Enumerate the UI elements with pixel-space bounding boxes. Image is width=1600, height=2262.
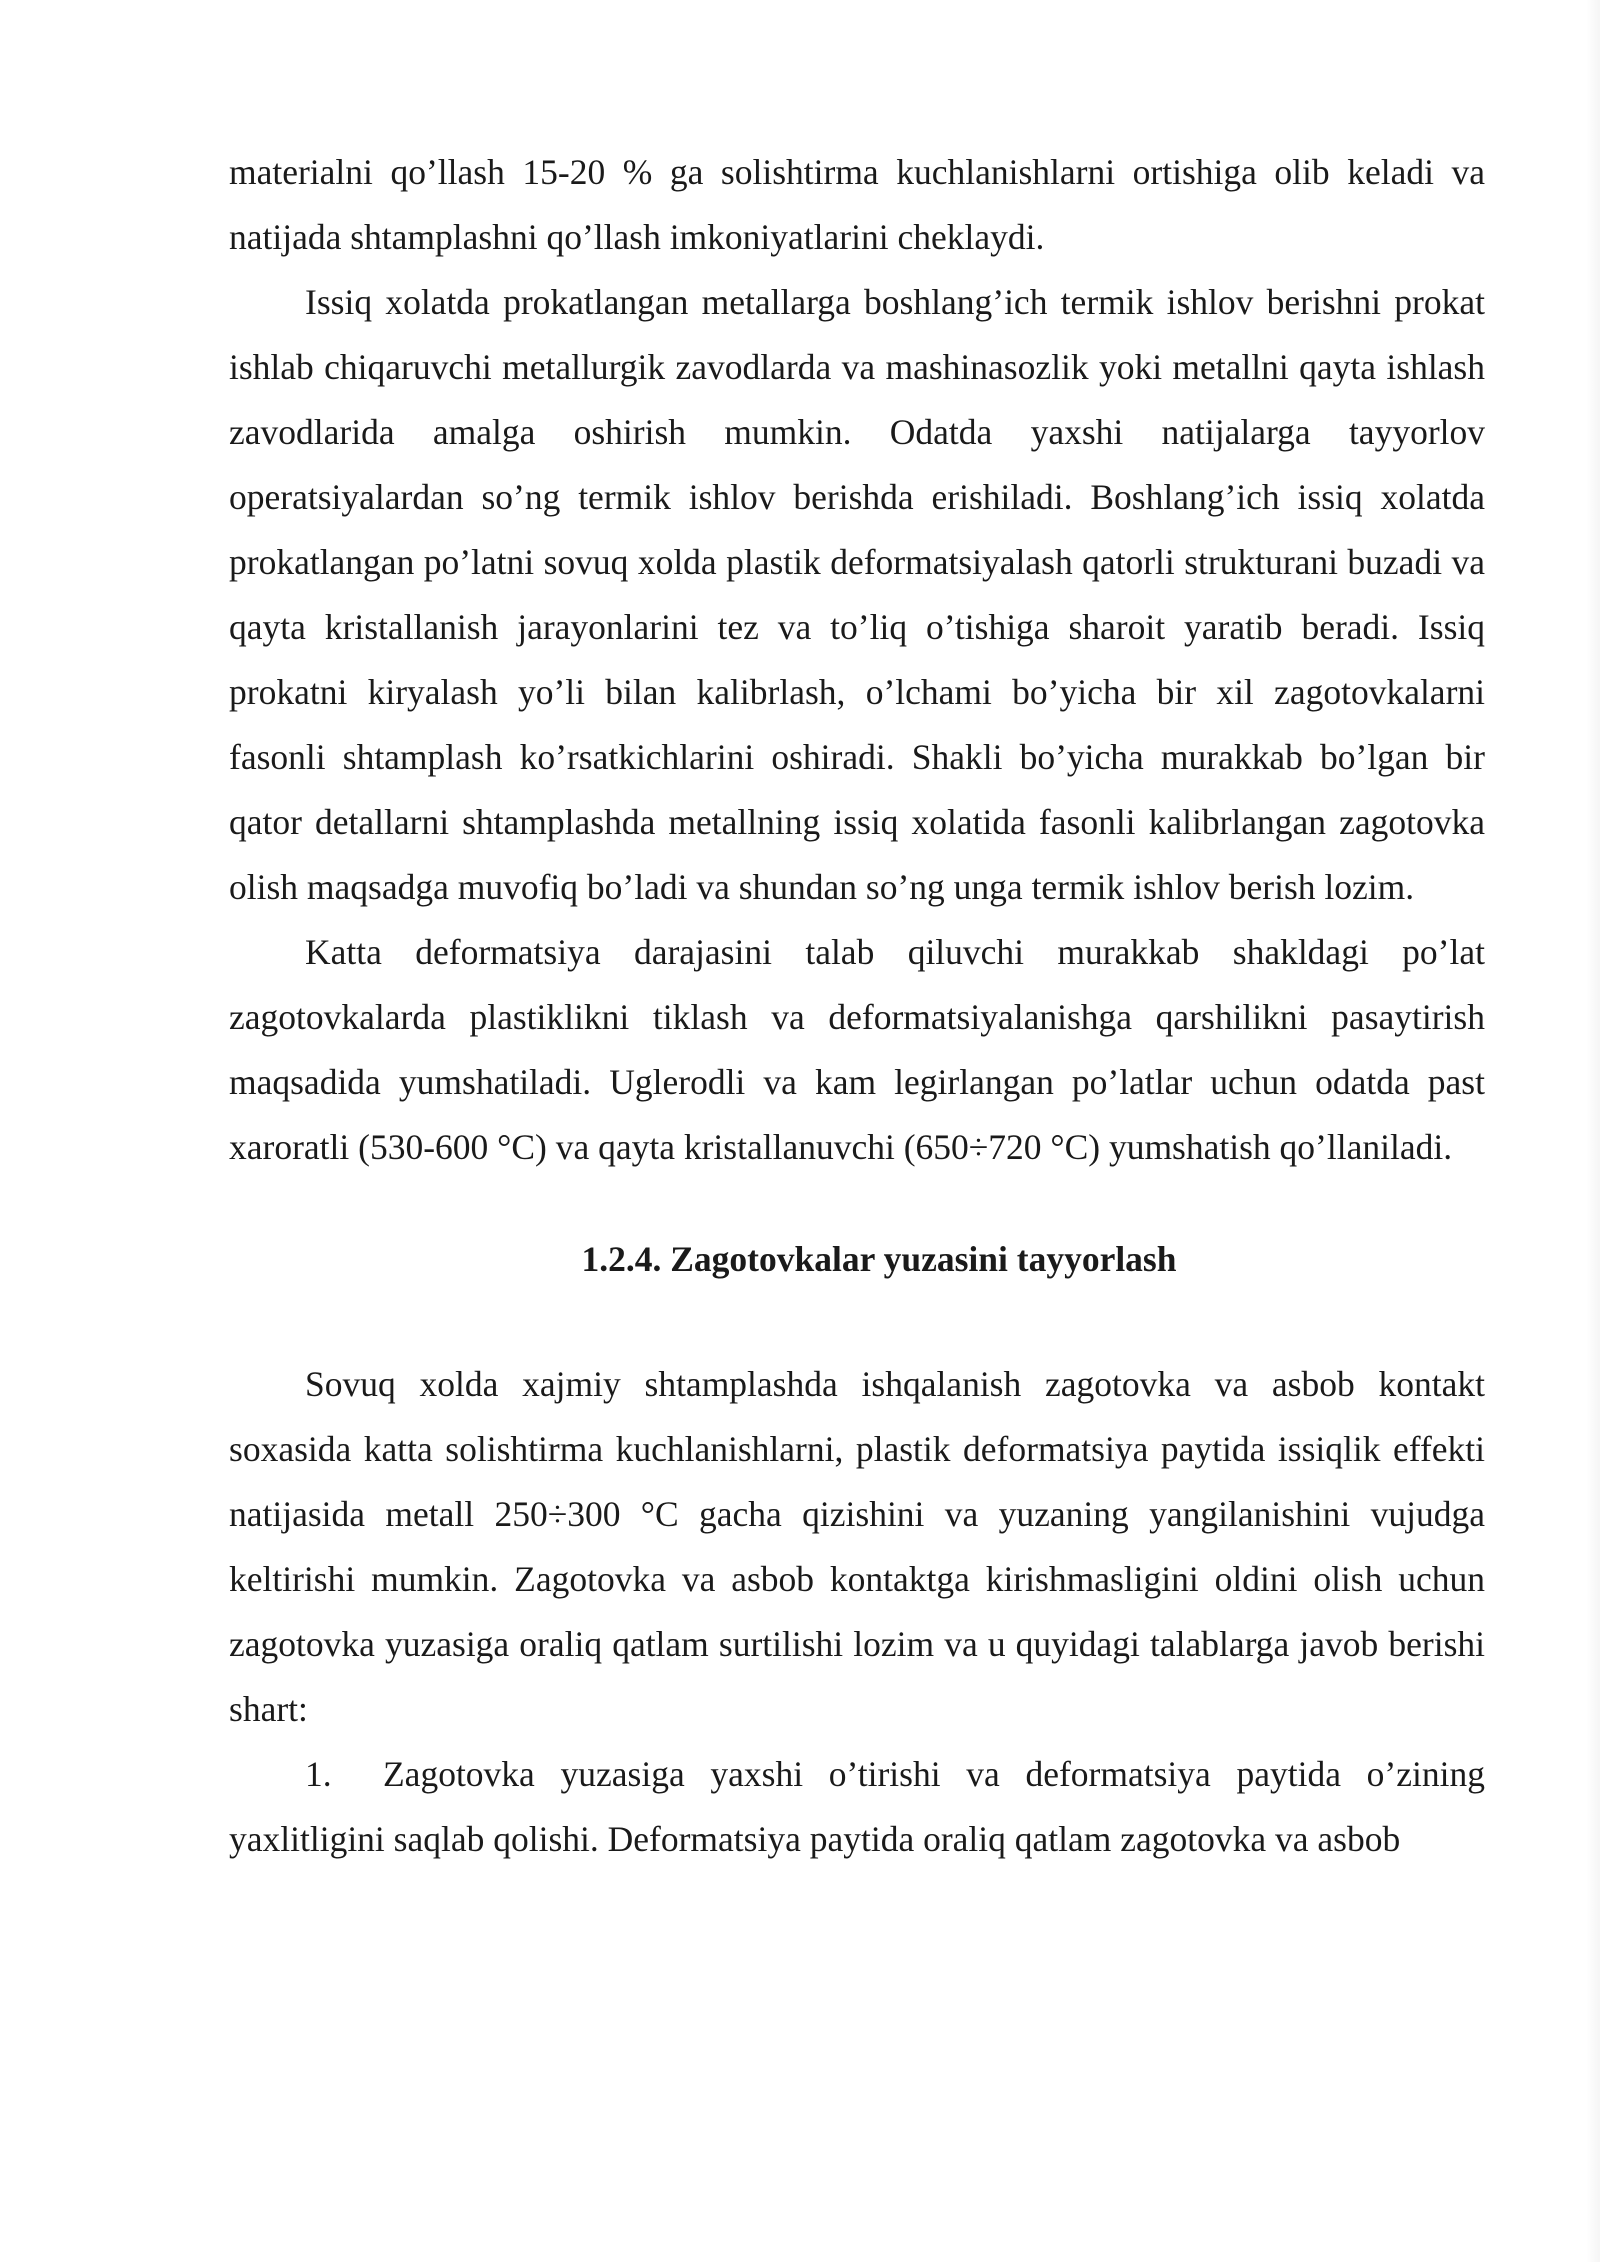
spacer — [229, 1292, 1485, 1352]
paragraph-heat-treatment: Issiq xolatda prokatlangan metallarga boshlang’ich termik ishlov berishni prokat ishlab chiqaruvchi metallurgik zavodlarda va mashinasozlik yoki metallni qayta ishlash zavodlarida amalga oshirish mumkin. Odatda yaxshi natijalarga tayyorlov operatsiyalardan so’ng termik ishlov berishda erishiladi. Boshlang’ich issiq xolatda prokatlangan po’latni sovuq xolda plastik deformatsiyalash qatorli strukturani buzadi va qayta kristallanish jarayonlarini tez va to’liq o’tishiga sharoit yaratib beradi. Issiq prokatni kiryalash yo’li bilan kalibrlash, o’lchami bo’yicha bir xil zagotovkalarni fasonli shtamplash ko’rsatkichlarini oshiradi. Shakli bo’yicha murakkab bo’lgan bir qator detallarni shtamplashda metallning issiq xolatida fasonli kalibrlangan zagotovka olish maqsadga muvofiq bo’ladi va shundan so’ng unga termik ishlov berish lozim. — [229, 282, 1485, 907]
document-page — [229, 140, 1485, 1872]
list-item-text: Zagotovka yuzasiga yaxshi o’tirishi va deformatsiya paytida o’zining yaxlitligini saqlab qolishi. Deformatsiya paytida oraliq qatlam zagotovka va asbob — [229, 1754, 1485, 1859]
list-item — [229, 1742, 1485, 1872]
list-item-number: 1. — [305, 1754, 332, 1794]
paragraph-surface-prep: Sovuq xolda xajmiy shtamplashda ishqalanish zagotovka va asbob kontakt soxasida katta solishtirma kuchlanishlarni, plastik deformatsiya paytida issiqlik effekti natijasida metall 250÷300 °C gacha qizishini va yuzaning yangilanishini vujudga keltirishi mumkin. Zagotovka va asbob kontaktga kirishmasligini oldini olish uchun zagotovka yuzasiga oraliq qatlam surtilishi lozim va u quyidagi talablarga javob berishi shart: — [229, 1364, 1485, 1729]
paragraph-annealing: Katta deformatsiya darajasini talab qiluvchi murakkab shakldagi po’lat zagotovkalarda plastiklikni tiklash va deformatsiyalanishga qarshilikni pasaytirish maqsadida yumshatiladi. Uglerodli va kam legirlangan po’latlar uchun odatda past xaroratli (530-600 °C) va qayta kristallanuvchi (650÷720 °C) yumshatish qo’llaniladi. — [229, 932, 1485, 1167]
spacer — [229, 1180, 1485, 1227]
paragraph-continuation: materialni qo’llash 15-20 % ga solishtirma kuchlanishlarni ortishiga olib keladi va natijada shtamplashni qo’llash imkoniyatlarini cheklaydi. — [229, 152, 1485, 257]
section-heading: 1.2.4. Zagotovkalar yuzasini tayyorlash — [581, 1239, 1177, 1279]
page-edge-shadow — [1586, 0, 1600, 2262]
